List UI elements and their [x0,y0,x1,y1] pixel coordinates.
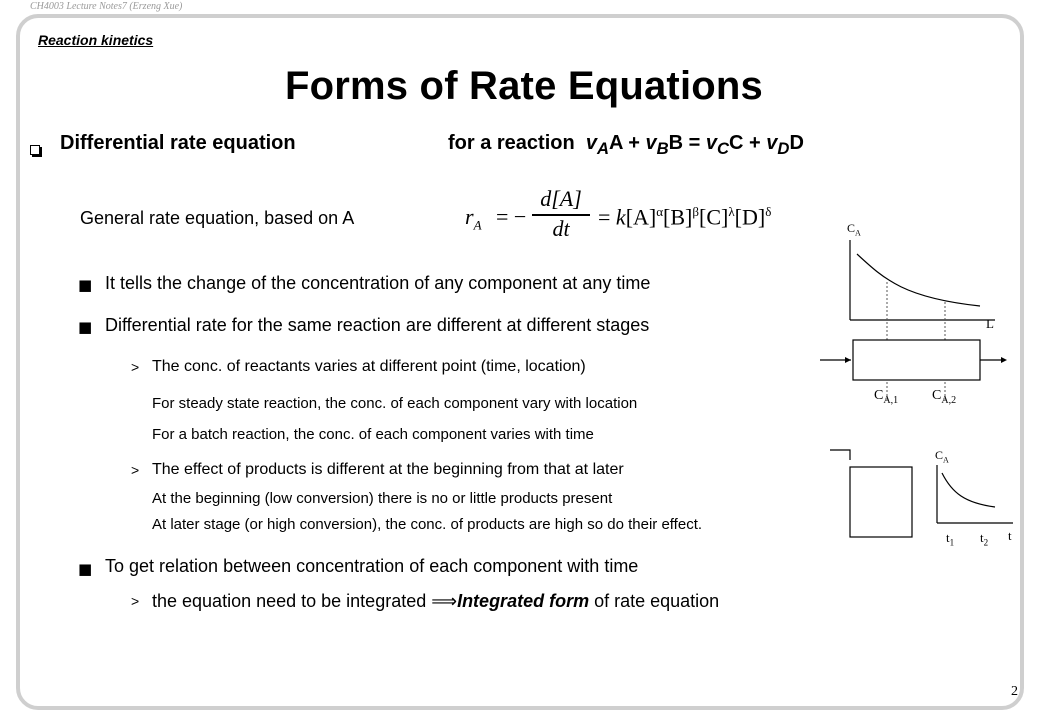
exp-alpha: α [656,204,664,219]
d2-conc-curve [942,473,995,507]
rate-r-sub: A [473,217,482,233]
batch-reactor-box [850,467,912,537]
c-a1-sub: A,1 [883,394,899,406]
d1-x-label: L [986,316,994,331]
m-bullet-icon: ■ [78,318,93,336]
m-bullet-icon: ■ [78,276,93,294]
rate-expression [598,204,771,230]
conc-b: [B] [663,204,693,230]
rate-r: r [465,204,474,229]
c-a2-text: C [932,388,942,403]
arrow-bullet-icon: > [131,359,140,375]
integrated-post: of rate equation [594,591,720,611]
flow-reactor-diagram [815,220,1010,430]
d1-y-label [847,221,861,237]
beginning-note: At the beginning (low conversion) there is no or little products present [152,490,613,507]
implies-arrow-icon: ⟹ [431,591,458,612]
rate-denominator [530,216,592,242]
d2-y-label-sub: A [943,455,949,465]
t1-text: t [946,530,950,545]
batch-feed-line [830,450,850,460]
conc-a: [A] [625,204,657,230]
arrow-bullet-icon: > [131,462,140,478]
batch-reactor-diagram [820,445,1020,555]
species-c: C + [729,132,767,154]
t2-label [980,530,988,548]
nu-c: v [705,132,718,154]
t1-sub: 1 [949,537,955,548]
t-axis-label: t [1008,528,1012,543]
t2-text: t [980,530,984,545]
outlet-arrow-icon [1001,357,1007,363]
square-bullet-icon [30,145,40,155]
header-note: CH4003 Lecture Notes7 (Erzeng Xue) [30,1,183,12]
nu-a: v [585,132,597,154]
integrated-line [152,591,719,612]
c-a2-sub: A,2 [941,394,957,406]
t1-label [946,530,954,548]
c-a1-label [874,388,898,406]
conc-d: [D] [734,204,766,230]
d1-y-label-text: C [847,221,856,235]
integrated-bold: Integrated form [457,591,590,611]
denominator-text: dt [552,216,570,241]
species-b: B = [668,132,706,154]
nu-d: v [766,132,778,154]
exp-delta: δ [765,204,772,219]
rate-k: k [615,204,626,230]
rate-numerator [530,186,592,212]
t2-sub: 2 [983,537,989,548]
later-note: At later stage (or high conversion), the conc. of products are high so do their effect. [152,516,703,533]
nu-d-sub: D [777,139,790,158]
integrated-pre: the equation need to be integrated [152,591,427,611]
sub-bullet-conc-varies: The conc. of reactants varies at different point (time, location) [152,358,586,375]
inlet-arrow-icon [845,357,851,363]
d2-y-label [935,448,949,464]
rate-eq1: = − [496,204,527,229]
exp-beta: β [692,204,699,219]
c-a2-label [932,388,956,406]
d1-y-label-sub: A [855,228,861,238]
d2-y-label-text: C [935,448,944,462]
steady-state-note: For steady state reaction, the conc. of each component vary with location [152,395,638,412]
species-a: A + [608,132,646,154]
bullet-3: To get relation between concentration of each component with time [105,556,639,576]
heading-label: Differential rate equation [60,132,296,154]
nu-a-sub: A [596,139,609,158]
rate-lhs [465,204,482,233]
sub-bullet-products: The effect of products is different at the beginning from that at later [152,461,624,478]
batch-note: For a batch reaction, the conc. of each component varies with time [152,426,594,443]
c-a1-text: C [874,388,884,403]
rate-eq2: = [598,204,611,230]
d1-conc-curve [857,254,980,306]
conc-c: [C] [699,204,729,230]
section-title: Reaction kinetics [38,32,154,48]
nu-b: v [645,132,657,154]
page-number: 2 [1011,684,1018,699]
m-bullet-icon: ■ [78,560,93,578]
nu-b-sub: B [656,139,669,158]
numerator-text: d[A] [540,186,582,211]
exp-lambda: λ [728,204,735,219]
reaction-for-text: for a reaction [448,132,575,154]
species-d: D [789,132,804,154]
arrow-bullet-icon: > [131,593,140,609]
nu-c-sub: C [717,139,730,158]
bullet-1: It tells the change of the concentration of any component at any time [105,273,651,293]
page-title: Forms of Rate Equations [285,64,763,108]
reaction-formula [448,132,804,159]
tubular-reactor [853,340,980,380]
general-rate-label: General rate equation, based on A [80,208,355,228]
bullet-2: Differential rate for the same reaction are different at different stages [105,315,650,335]
